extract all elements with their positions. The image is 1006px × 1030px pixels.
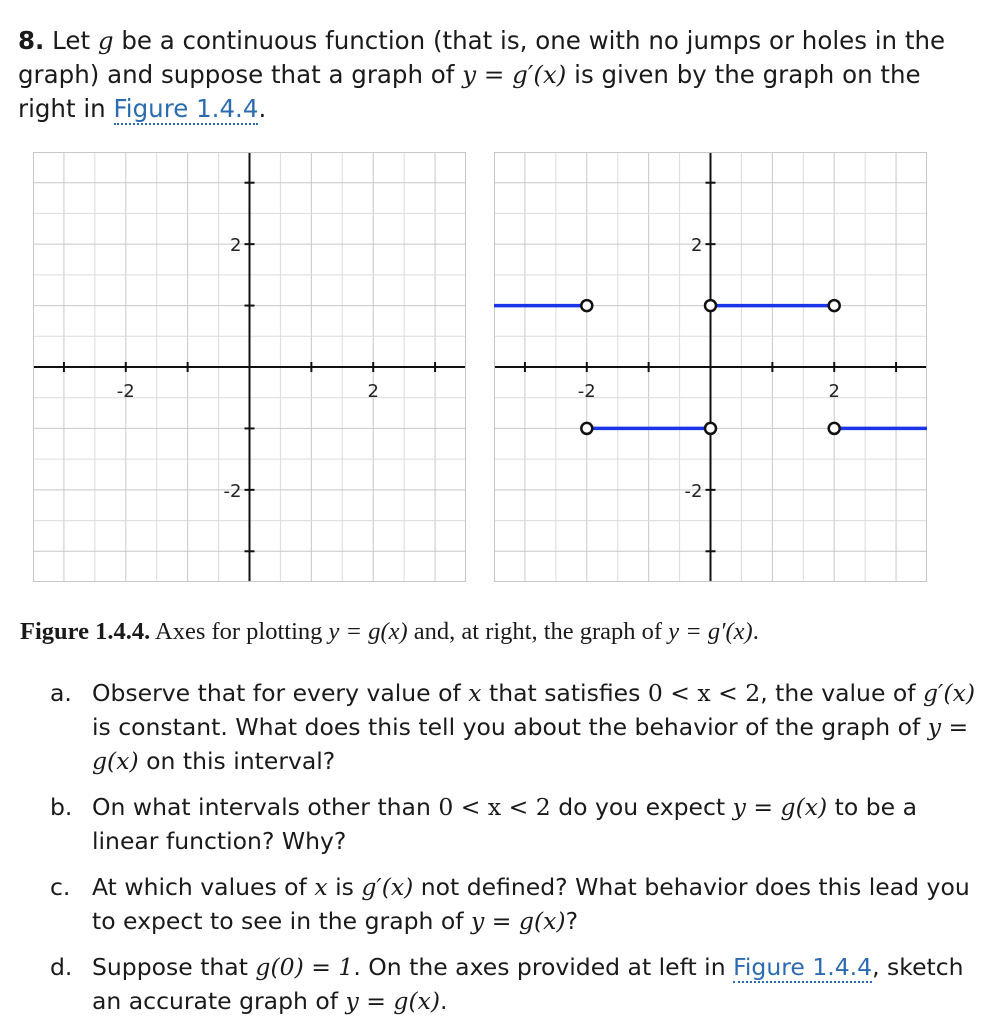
caption-math-2: y = g′(x)	[668, 618, 753, 645]
part-label: a.	[50, 679, 72, 707]
x-tick-label: 2	[367, 381, 379, 402]
part-text: . On the axes provided at left in	[353, 953, 726, 981]
open-endpoint	[581, 300, 592, 311]
part-math: x	[314, 873, 328, 901]
open-endpoint	[581, 423, 592, 434]
part-math: g′(x)	[923, 679, 975, 707]
part-math: x	[468, 679, 482, 707]
problem-text-1: Let	[52, 26, 91, 55]
problem-statement	[18, 24, 978, 126]
math-y-equals-g-prime: y = g′(x)	[462, 60, 567, 89]
part-d	[50, 950, 980, 1018]
figure-link[interactable]: Figure 1.4.4	[113, 94, 259, 123]
figure-caption	[20, 618, 990, 646]
part-text: On what intervals other than	[92, 793, 431, 821]
caption-end: .	[752, 618, 759, 645]
part-text: to be a linear function? Why?	[92, 793, 917, 855]
part-text: Suppose that	[92, 953, 248, 981]
part-math: y = g(x)	[92, 713, 969, 775]
part-text: on this interval?	[146, 747, 336, 775]
left-axes-graph	[33, 152, 466, 582]
part-math: g(0) = 1	[255, 953, 354, 981]
part-math: g′(x)	[361, 873, 414, 901]
caption-math-1: y = g(x)	[328, 618, 408, 645]
part-text: that satisfies	[489, 679, 641, 707]
part-math: 0 < x < 2	[438, 793, 551, 821]
part-text: is constant. What does this tell you about the behavior of the graph of	[92, 713, 921, 741]
y-tick-label: -2	[223, 480, 242, 502]
part-math: y = g(x)	[732, 793, 828, 821]
part-label: c.	[50, 873, 71, 901]
math-g: g	[97, 26, 114, 55]
x-tick-label: -2	[577, 381, 596, 402]
y-tick-label: -2	[684, 480, 703, 502]
part-text: not defined? What behavior does this lead you to expect to see in the graph of	[92, 873, 970, 935]
y-tick-label: 2	[230, 235, 242, 257]
open-endpoint	[829, 300, 840, 311]
part-text: At which values of	[92, 873, 307, 901]
y-tick-label: 2	[691, 235, 703, 257]
x-tick-label: 2	[828, 381, 840, 402]
part-a	[50, 676, 980, 778]
caption-text-1: Axes for plotting	[155, 618, 323, 645]
part-math: y = g(x)	[471, 907, 566, 935]
open-endpoint	[705, 423, 716, 434]
open-endpoint	[705, 300, 716, 311]
part-math: y = g(x)	[345, 987, 441, 1015]
part-math: 0 < x < 2	[647, 679, 761, 707]
x-tick-label: -2	[116, 381, 135, 402]
part-text: ?	[565, 907, 579, 935]
problem-text-2: be a continuous function (that is, one with no jumps or holes in the graph) and suppose that a graph of	[18, 26, 946, 89]
problem-number: 8.	[18, 26, 45, 55]
parts-list	[50, 676, 980, 1030]
open-endpoint	[829, 423, 840, 434]
part-text: is	[335, 873, 354, 901]
figure-link[interactable]: Figure 1.4.4	[733, 953, 873, 981]
part-text: Observe that for every value of	[92, 679, 461, 707]
part-label: d.	[50, 953, 73, 981]
part-b	[50, 790, 980, 858]
caption-text-2: and, at right, the graph of	[413, 618, 663, 645]
part-text: do you expect	[558, 793, 726, 821]
part-text: , the value of	[760, 679, 916, 707]
caption-label: Figure 1.4.4.	[20, 618, 151, 645]
part-c	[50, 870, 980, 938]
part-text: , sketch an accurate graph of	[92, 953, 964, 1015]
problem-end: .	[258, 94, 267, 123]
part-label: b.	[50, 793, 73, 821]
part-text: .	[440, 987, 448, 1015]
right-derivative-graph	[494, 152, 927, 582]
problem-text-3: is given by the graph on the right in	[18, 60, 921, 123]
